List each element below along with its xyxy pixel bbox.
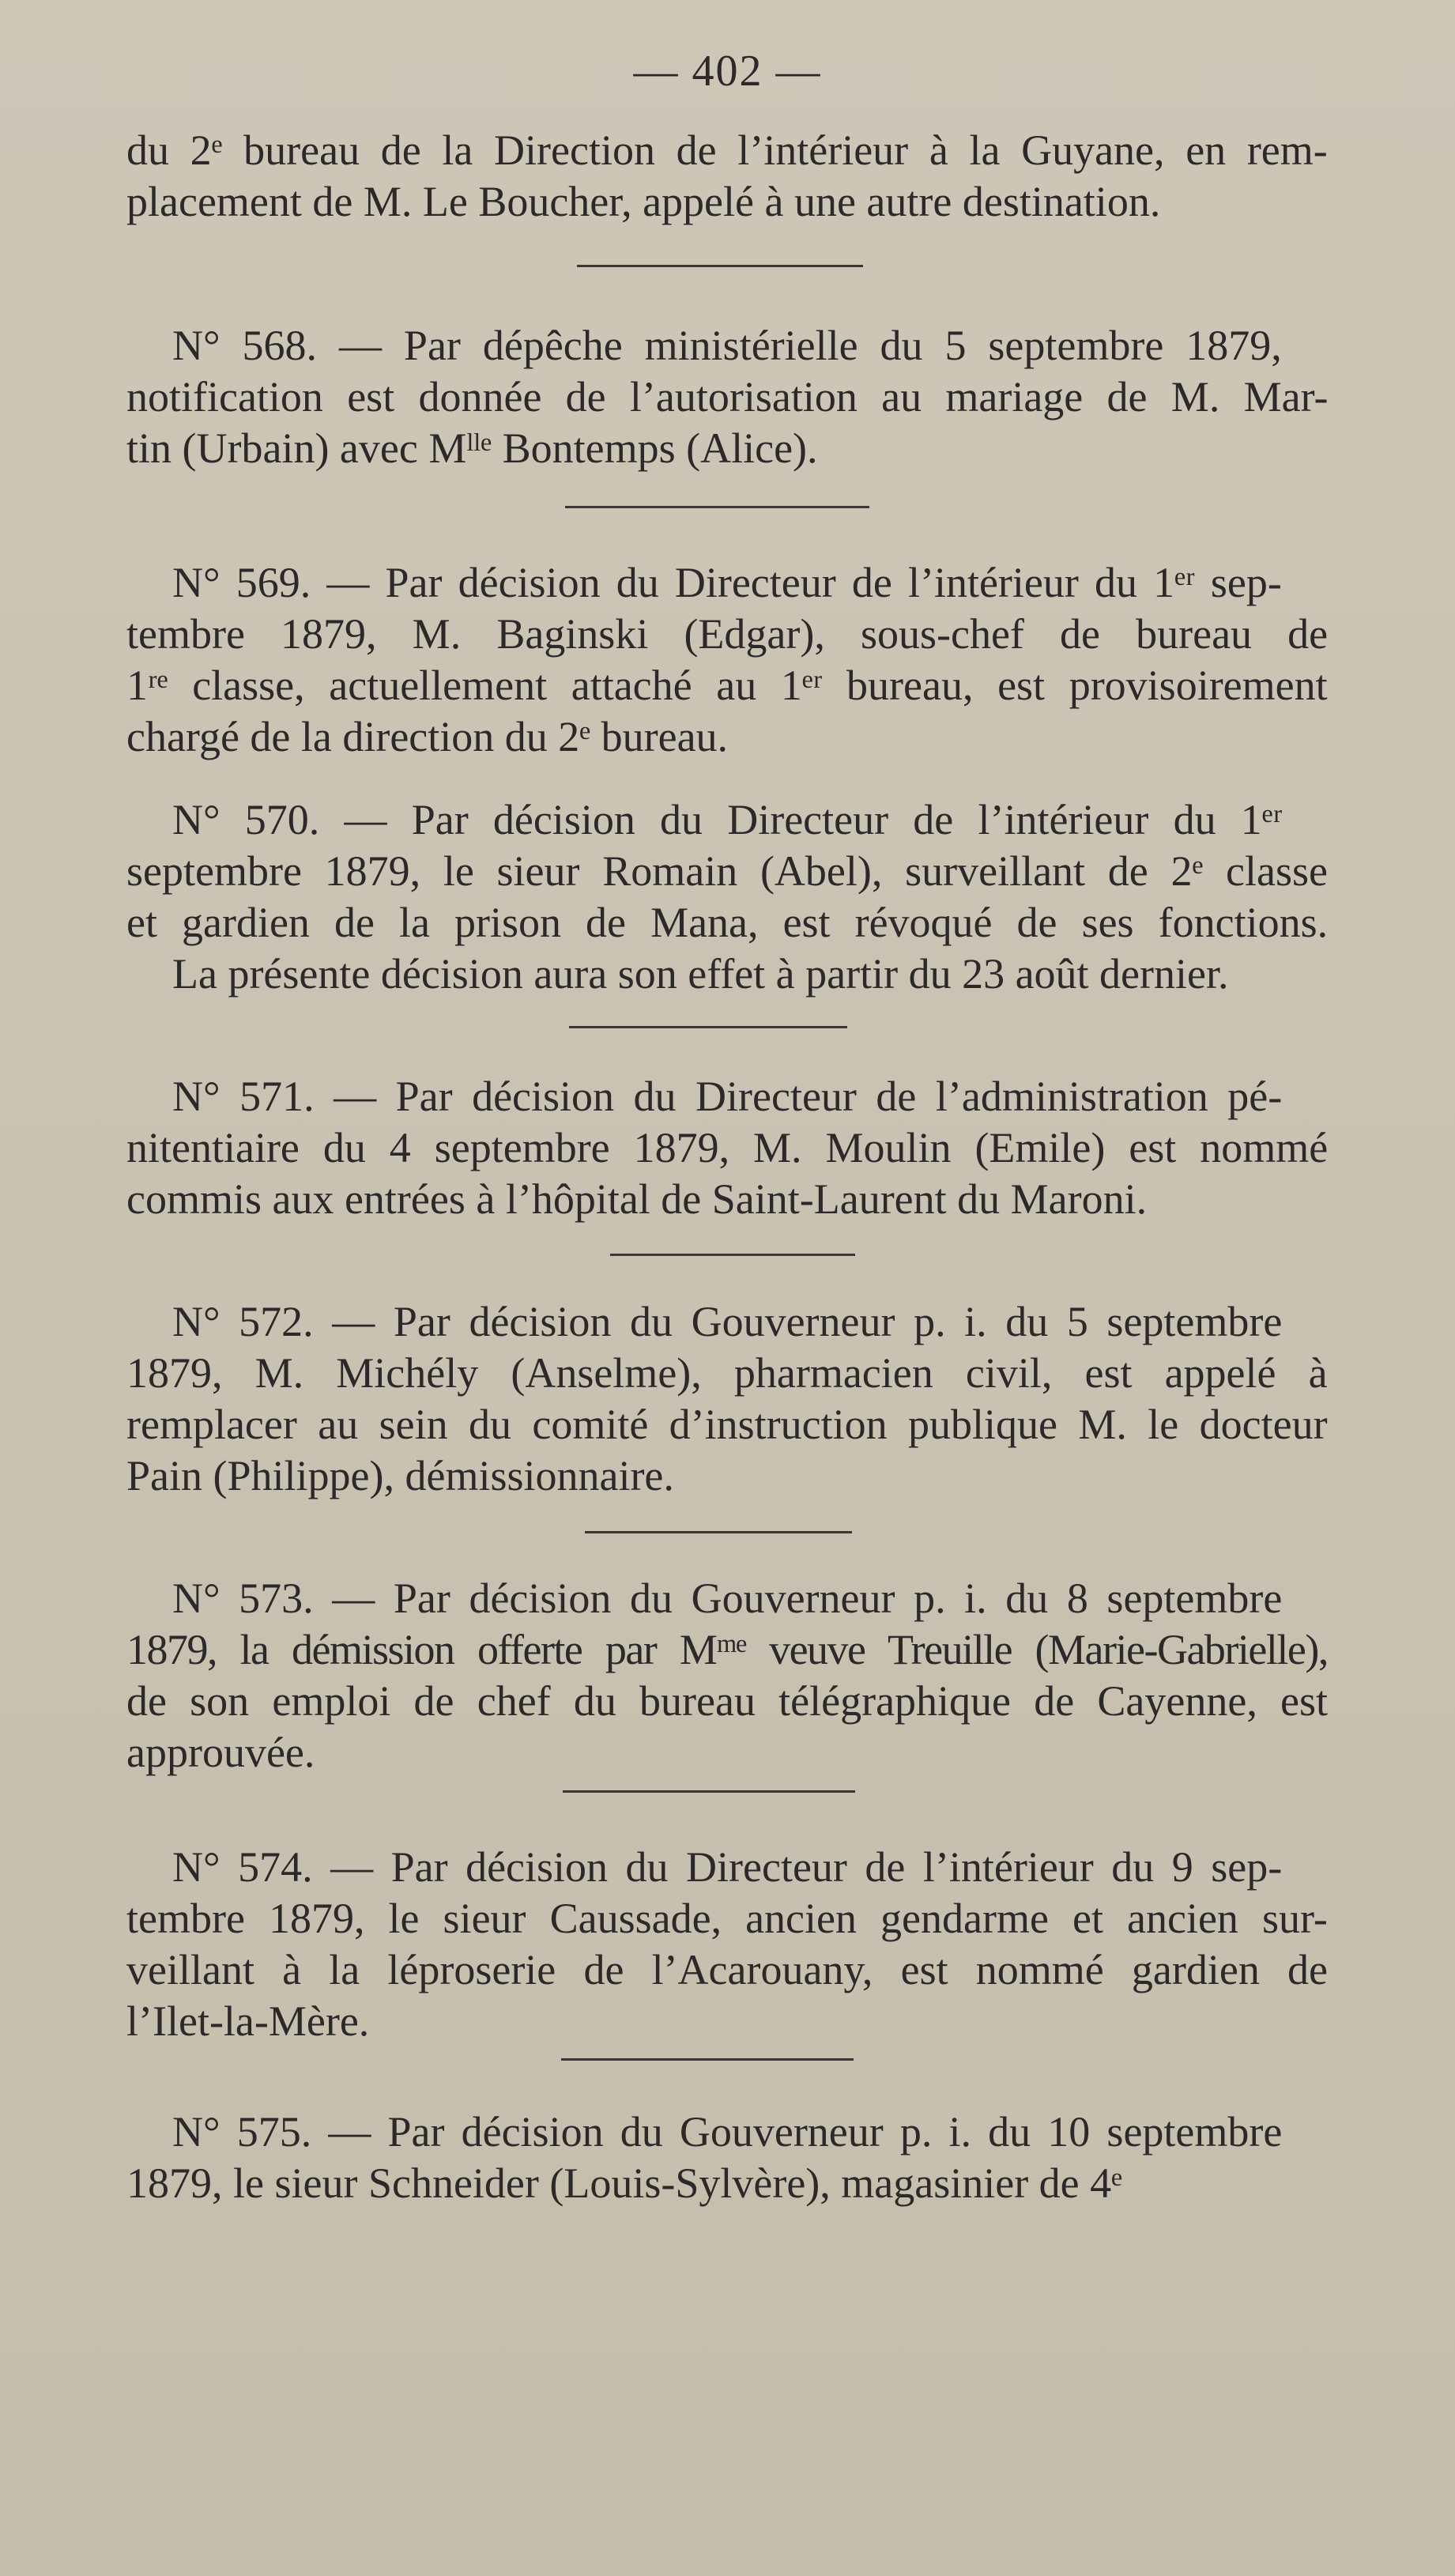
text-line: remplacer au sein du comité d’instruction publique M. le docteur xyxy=(126,1401,1328,1448)
text-line: du 2ᵉ bureau de la Direction de l’intérieur à la Guyane, en rem- xyxy=(126,126,1328,174)
paragraph xyxy=(126,557,1328,763)
text-line: N° 568. — Par dépêche ministérielle du 5 septembre 1879, xyxy=(172,322,1282,369)
paragraph xyxy=(126,320,1328,474)
text-line: N° 570. — Par décision du Directeur de l’intérieur du 1ᵉʳ xyxy=(172,796,1283,843)
entry-575 xyxy=(126,2106,1328,2209)
page-number: — 402 — xyxy=(633,47,822,96)
text-line: notification est donnée de l’autorisation au mariage de M. Mar- xyxy=(126,373,1329,421)
entry-572 xyxy=(126,1296,1328,1502)
section-divider xyxy=(561,2058,854,2061)
text-line: de son emploi de chef du bureau télégraphique de Cayenne, est xyxy=(126,1677,1328,1725)
text-line: nitentiaire du 4 septembre 1879, M. Moulin (Emile) est nommé xyxy=(126,1124,1329,1171)
text-line: Pain (Philippe), démissionnaire. xyxy=(126,1452,674,1499)
text-line: veillant à la léproserie de l’Acarouany, est nommé gardien de xyxy=(126,1946,1328,1993)
entry-568 xyxy=(126,320,1328,474)
paragraph xyxy=(126,1296,1328,1502)
entry-569 xyxy=(126,557,1328,763)
paragraph xyxy=(126,1071,1328,1225)
text-line: tembre 1879, M. Baginski (Edgar), sous-chef de bureau de xyxy=(126,610,1329,658)
text-line: tin (Urbain) avec Mˡˡᵉ Bontemps (Alice). xyxy=(126,424,818,472)
text-line: placement de M. Le Boucher, appelé à une autre destination. xyxy=(126,178,1161,225)
text-line: 1ʳᵉ classe, actuellement attaché au 1ᵉʳ bureau, est provisoirement xyxy=(126,662,1328,709)
paragraph xyxy=(126,1842,1328,2047)
section-divider xyxy=(585,1531,852,1533)
entry-574 xyxy=(126,1842,1328,2047)
text-line: N° 573. — Par décision du Gouverneur p. i. du 8 septembre xyxy=(172,1575,1283,1622)
paragraph xyxy=(126,2106,1328,2209)
paragraph xyxy=(126,1573,1328,1778)
text-line: N° 575. — Par décision du Gouverneur p. i. du 10 septembre xyxy=(172,2108,1283,2155)
text-line: chargé de la direction du 2ᵉ bureau. xyxy=(126,713,729,760)
text-line: l’Ilet-la-Mère. xyxy=(126,1997,370,2045)
text-line: La présente décision aura son effet à partir du 23 août dernier. xyxy=(172,950,1229,998)
text-line: et gardien de la prison de Mana, est révoqué de ses fonctions. xyxy=(126,899,1329,946)
text-line: tembre 1879, le sieur Caussade, ancien gendarme et ancien sur- xyxy=(126,1895,1328,1942)
entry-continuation xyxy=(126,125,1328,228)
text-line: approuvée. xyxy=(126,1729,315,1776)
entry-570 xyxy=(126,794,1328,1000)
text-line: N° 572. — Par décision du Gouverneur p. i. du 5 septembre xyxy=(172,1298,1283,1345)
section-divider xyxy=(577,265,863,267)
section-divider xyxy=(610,1254,855,1256)
paragraph xyxy=(126,125,1328,228)
text-line: N° 571. — Par décision du Directeur de l’administration pé- xyxy=(172,1073,1283,1120)
text-line: commis aux entrées à l’hôpital de Saint-Laurent du Maroni. xyxy=(126,1175,1148,1223)
section-divider xyxy=(565,506,869,508)
paragraph xyxy=(126,794,1328,1000)
text-line: 1879, le sieur Schneider (Louis-Sylvère), magasinier de 4ᵉ xyxy=(126,2159,1122,2207)
section-divider xyxy=(569,1026,847,1028)
section-divider xyxy=(563,1790,855,1793)
text-line: 1879, M. Michély (Anselme), pharmacien civil, est appelé à xyxy=(126,1349,1328,1397)
text-line: 1879, la démission offerte par Mᵐᵉ veuve Treuille (Marie-Gabrielle), xyxy=(126,1626,1328,1673)
text-line: N° 574. — Par décision du Directeur de l’intérieur du 9 sep- xyxy=(172,1843,1283,1891)
entry-573 xyxy=(126,1573,1328,1778)
text-line: septembre 1879, le sieur Romain (Abel), surveillant de 2ᵉ classe xyxy=(126,847,1328,895)
entry-571 xyxy=(126,1071,1328,1225)
text-line: N° 569. — Par décision du Directeur de l’intérieur du 1ᵉʳ sep- xyxy=(172,559,1282,606)
